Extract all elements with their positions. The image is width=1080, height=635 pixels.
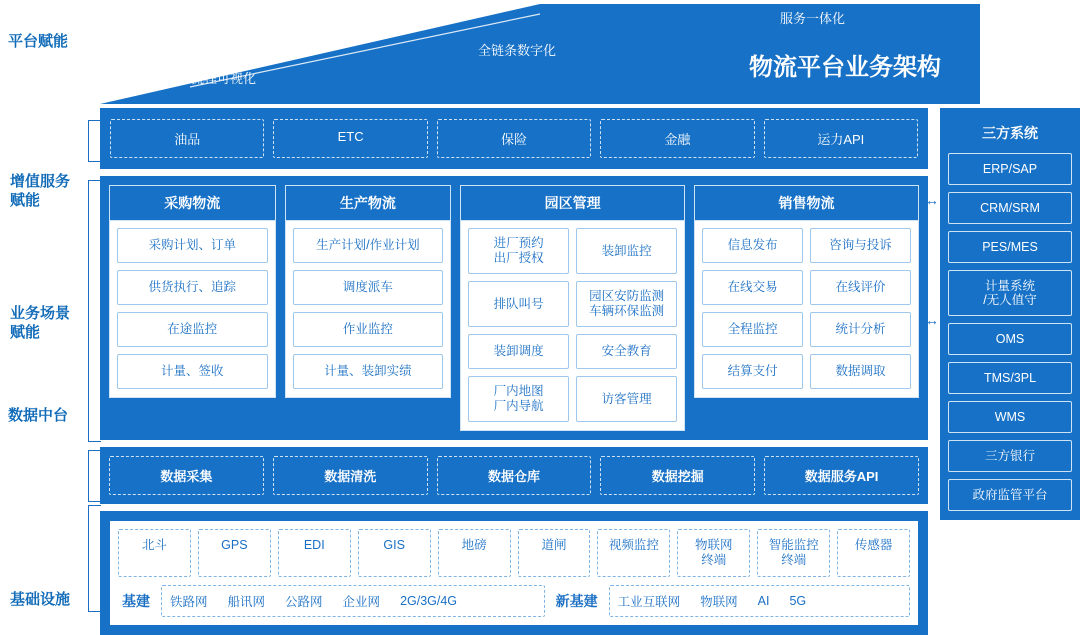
value-added-item[interactable]: 油品	[110, 119, 264, 158]
scenario-row	[117, 354, 268, 389]
third-party-item[interactable]: TMS/3PL	[948, 362, 1072, 394]
roof-label-1: 全流程可视化	[178, 71, 257, 86]
data-platform-band	[100, 447, 928, 504]
value-added-item[interactable]: 保险	[437, 119, 591, 158]
third-party-item[interactable]: PES/MES	[948, 231, 1072, 263]
scenario-cell[interactable]: 信息发布	[702, 228, 803, 263]
scenario-row	[468, 228, 677, 274]
third-party-panel	[940, 108, 1080, 520]
infrastructure-band	[100, 511, 928, 635]
value-added-item[interactable]: 金融	[600, 119, 754, 158]
infra-device[interactable]: GIS	[358, 529, 431, 577]
data-platform-item[interactable]: 数据采集	[109, 456, 264, 495]
scenario-cell[interactable]: 生产计划/作业计划	[293, 228, 444, 263]
roof-label-2: 全链条数字化	[478, 43, 557, 58]
third-party-item[interactable]: CRM/SRM	[948, 192, 1072, 224]
scenario-cell[interactable]: 进厂预约 出厂授权	[468, 228, 569, 274]
scenario-body	[285, 220, 452, 398]
scenario-row	[468, 281, 677, 327]
infrastructure-network-row	[118, 585, 910, 617]
axis-label-value-added: 增值服务 赋能	[10, 173, 71, 209]
scenario-cell[interactable]: 调度派车	[293, 270, 444, 305]
data-platform-item[interactable]: 数据服务API	[764, 456, 919, 495]
scenario-row	[468, 334, 677, 369]
scenario-row	[702, 354, 911, 389]
infra-device[interactable]: 传感器	[837, 529, 910, 577]
scenario-row	[702, 228, 911, 263]
infra-new-label: 新基建	[555, 593, 598, 609]
scenario-column-park	[460, 185, 685, 431]
infra-network[interactable]: 2G/3G/4G	[400, 594, 458, 608]
value-added-item[interactable]: 运力API	[764, 119, 918, 158]
diagram-title: 物流平台业务架构	[749, 54, 941, 81]
link-arrow-icon: ↔	[925, 312, 939, 328]
scenario-title: 生产物流	[285, 185, 452, 220]
scenario-body	[109, 220, 276, 398]
scenario-row	[293, 312, 444, 347]
scenario-cell[interactable]: 作业监控	[293, 312, 444, 347]
scenario-cell[interactable]: 装卸监控	[576, 228, 677, 274]
infra-device[interactable]: 道闸	[518, 529, 591, 577]
scenario-body	[460, 220, 685, 431]
roof-banner	[100, 4, 980, 108]
main-stack	[100, 108, 928, 635]
scenario-cell[interactable]: 在途监控	[117, 312, 268, 347]
infra-network[interactable]: 船讯网	[227, 595, 266, 609]
scenario-row	[702, 312, 911, 347]
scenario-cell[interactable]: 采购计划、订单	[117, 228, 268, 263]
scenario-title: 销售物流	[694, 185, 919, 220]
infra-traditional-label: 基建	[122, 593, 150, 609]
infra-new-tech[interactable]: 物联网	[700, 595, 738, 609]
scenario-cell[interactable]: 园区安防监测 车辆环保监测	[576, 281, 677, 327]
scenario-cell[interactable]: 在线评价	[810, 270, 911, 305]
scenario-cell[interactable]: 排队叫号	[468, 281, 569, 327]
scenario-cell[interactable]: 数据调取	[810, 354, 911, 389]
scenario-column-production	[285, 185, 452, 431]
scenario-cell[interactable]: 供货执行、追踪	[117, 270, 268, 305]
scenario-row	[117, 228, 268, 263]
scenario-title: 采购物流	[109, 185, 276, 220]
infra-device[interactable]: 北斗	[118, 529, 191, 577]
third-party-item[interactable]: 三方银行	[948, 440, 1072, 472]
infrastructure-device-row	[118, 529, 910, 577]
third-party-item[interactable]: 计量系统 /无人值守	[948, 270, 1072, 316]
infra-new-tech[interactable]: 5G	[789, 594, 807, 608]
scenario-cell[interactable]: 结算支付	[702, 354, 803, 389]
infra-new-tech[interactable]: AI	[757, 594, 770, 608]
data-platform-item[interactable]: 数据清洗	[273, 456, 428, 495]
third-party-title: 三方系统	[982, 125, 1038, 141]
scenario-body	[694, 220, 919, 398]
scenario-cell[interactable]: 安全教育	[576, 334, 677, 369]
third-party-item[interactable]: OMS	[948, 323, 1072, 355]
infra-new-tech[interactable]: 工业互联网	[617, 595, 681, 609]
scenario-cell[interactable]: 计量、签收	[117, 354, 268, 389]
infra-network[interactable]: 企业网	[342, 595, 381, 609]
scenario-column-sales	[694, 185, 919, 431]
third-party-item[interactable]: 政府监管平台	[948, 479, 1072, 511]
axis-label-data-platform: 数据中台	[8, 407, 69, 424]
scenario-row	[117, 270, 268, 305]
infra-device[interactable]: EDI	[278, 529, 351, 577]
scenario-row	[293, 354, 444, 389]
infra-device[interactable]: 智能监控 终端	[757, 529, 830, 577]
axis-label-infrastructure: 基础设施	[10, 591, 71, 608]
scenario-row	[702, 270, 911, 305]
scenario-cell[interactable]: 厂内地图 厂内导航	[468, 376, 569, 422]
scenario-cell[interactable]: 全程监控	[702, 312, 803, 347]
scenario-cell[interactable]: 装卸调度	[468, 334, 569, 369]
axis-label-business-scenario: 业务场景 赋能	[10, 305, 71, 341]
third-party-item[interactable]: WMS	[948, 401, 1072, 433]
infra-network[interactable]: 铁路网	[170, 595, 208, 609]
infra-device[interactable]: GPS	[198, 529, 271, 577]
infra-new-group	[609, 585, 910, 617]
data-platform-item[interactable]: 数据挖掘	[600, 456, 755, 495]
infra-network[interactable]: 公路网	[285, 595, 323, 609]
infra-device[interactable]: 物联网 终端	[677, 529, 750, 577]
axis-label-platform: 平台赋能	[8, 33, 69, 50]
infra-device[interactable]: 地磅	[438, 529, 511, 577]
scenario-cell[interactable]: 计量、装卸实绩	[293, 354, 444, 389]
infra-device[interactable]: 视频监控	[597, 529, 670, 577]
infra-traditional-group	[161, 585, 545, 617]
scenario-column-procurement	[109, 185, 276, 431]
scenario-title: 园区管理	[460, 185, 685, 220]
scenario-row	[117, 312, 268, 347]
value-added-band	[100, 108, 928, 169]
scenario-row	[293, 270, 444, 305]
third-party-item[interactable]: ERP/SAP	[948, 153, 1072, 185]
scenario-cell[interactable]: 访客管理	[576, 376, 677, 422]
link-arrow-icon: ↔	[925, 192, 939, 208]
scenario-cell[interactable]: 咨询与投诉	[810, 228, 911, 263]
scenario-row	[293, 228, 444, 263]
roof-label-3: 服务一体化	[780, 11, 846, 26]
value-added-item[interactable]: ETC	[273, 119, 427, 158]
data-platform-item[interactable]: 数据仓库	[437, 456, 592, 495]
scenario-row	[468, 376, 677, 422]
scenario-cell[interactable]: 在线交易	[702, 270, 803, 305]
infrastructure-inner	[110, 521, 918, 625]
scenario-cell[interactable]: 统计分析	[810, 312, 911, 347]
scenario-band	[100, 176, 928, 440]
